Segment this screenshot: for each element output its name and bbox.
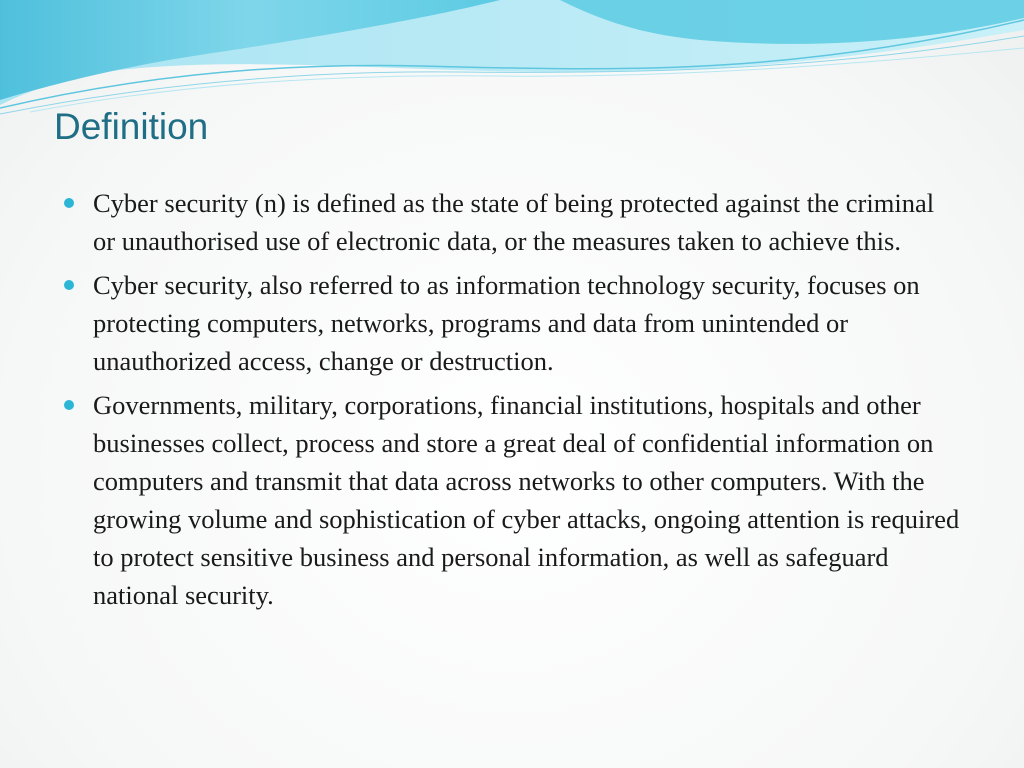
bullet-text: Cyber security, also referred to as information technology security, focuses on protecting computers, networks, programs and data from unintended or unauthorized access, change or destruction.	[93, 270, 920, 376]
slide-title: Definition	[54, 106, 209, 147]
bullet-text: Cyber security (n) is defined as the state of being protected against the criminal or unauthorised use of electronic data, or the measures taken to achieve this.	[93, 188, 935, 256]
bullet-item	[62, 184, 962, 260]
bullet-dot-icon	[64, 198, 74, 208]
bullet-item	[62, 386, 962, 614]
bullet-dot-icon	[64, 280, 74, 290]
bullet-item	[62, 266, 962, 380]
bullet-dot-icon	[64, 400, 74, 410]
bullet-text: Governments, military, corporations, financial institutions, hospitals and other businesses collect, process and store a great deal of confidential information on computers and transmit that data across networks to other computers. With the growing volume and sophistication of cyber attacks, ongoing attention is required to protect sensitive business and personal information, as well as safeguard national security.	[93, 390, 960, 610]
bullet-list	[62, 184, 962, 620]
